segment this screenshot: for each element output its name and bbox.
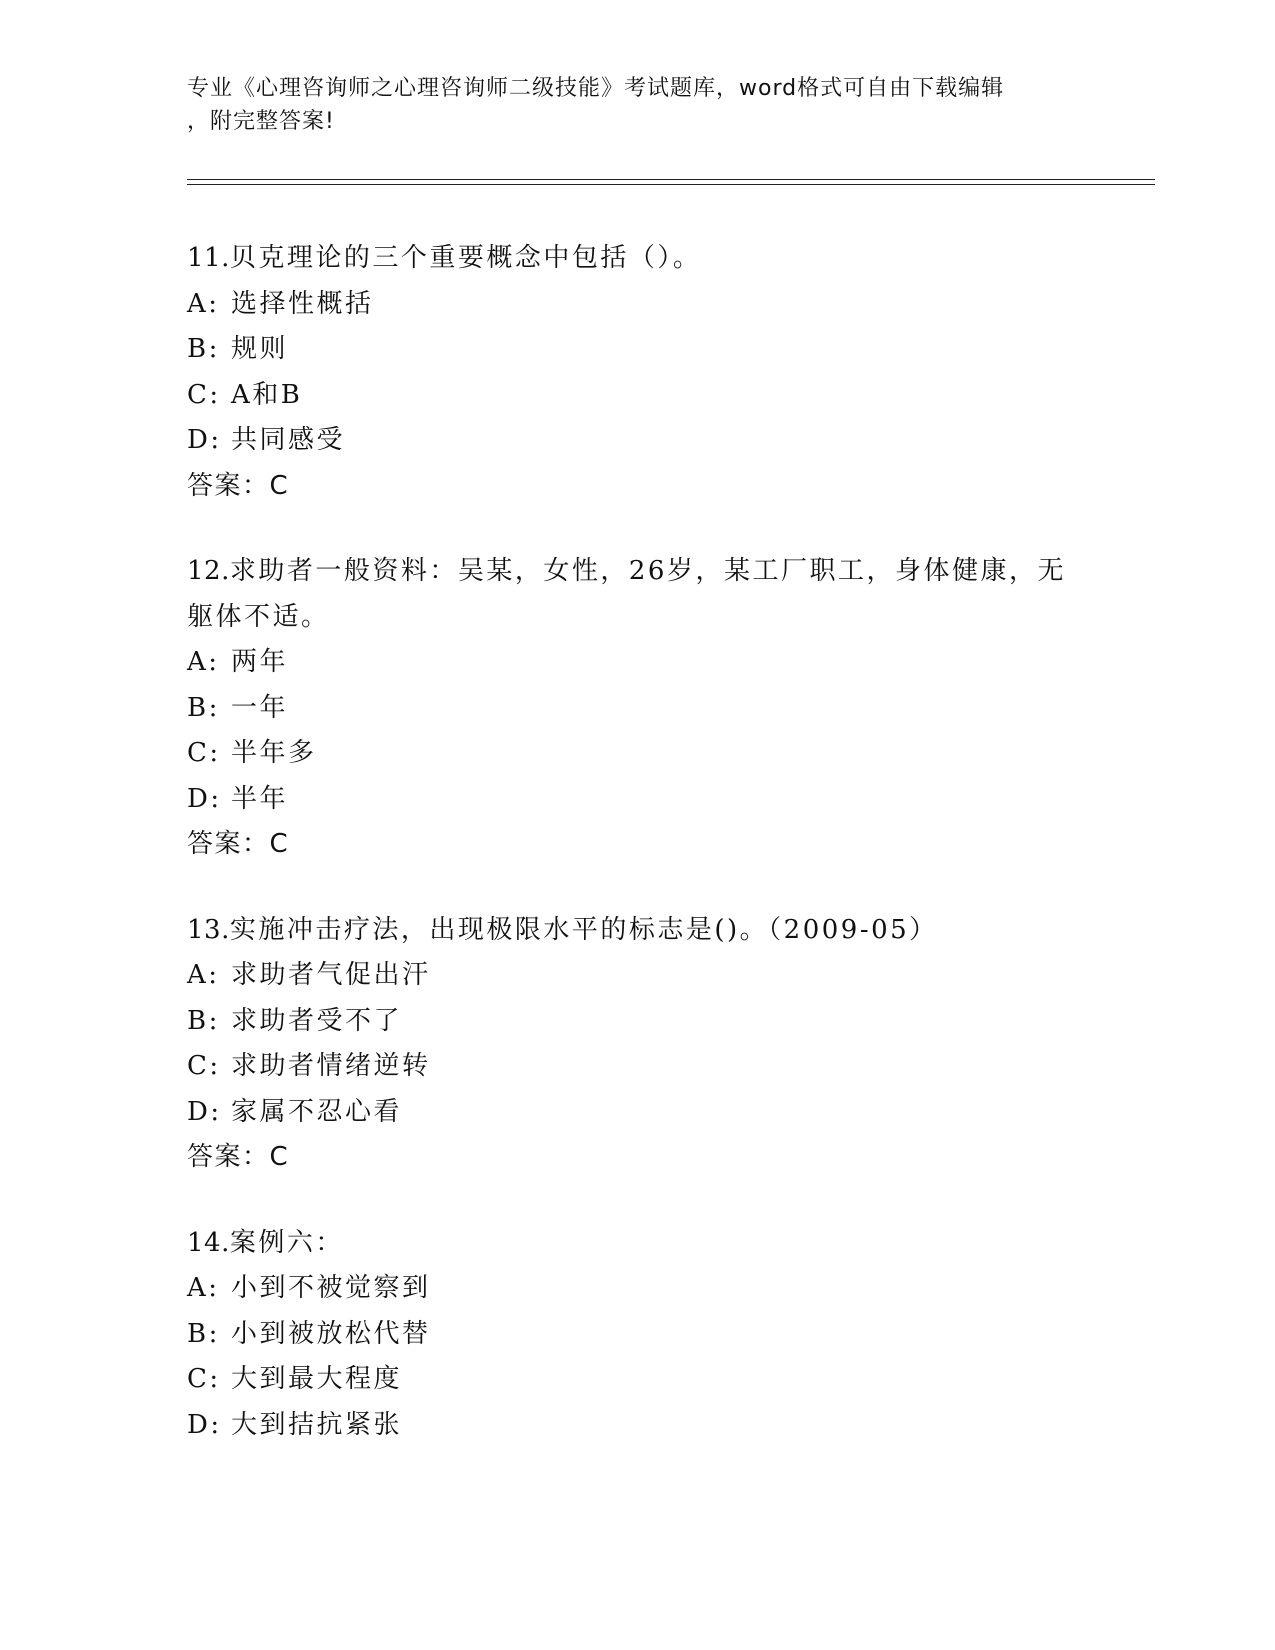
option-letter: D: — [187, 783, 222, 814]
option-letter: A: — [187, 288, 220, 319]
option-d — [187, 777, 1087, 823]
option-b — [187, 1312, 1087, 1358]
question-number: 13. — [187, 914, 230, 945]
answer-line: 答案：C — [187, 470, 290, 501]
option-d — [187, 1403, 1087, 1449]
option-c — [187, 1357, 1087, 1403]
header-divider-bottom — [187, 184, 1155, 185]
option-letter: C: — [187, 1364, 221, 1394]
option-text: 家属不忍心看 — [231, 1096, 403, 1127]
question-number: 11. — [187, 243, 230, 273]
question-stem-line: 案例六： — [229, 1227, 344, 1258]
option-c — [187, 731, 1087, 777]
option-letter: A: — [187, 647, 220, 677]
header-divider-top — [187, 179, 1155, 180]
option-text: 共同感受 — [231, 425, 346, 455]
question-list — [187, 236, 1087, 1488]
option-letter: B: — [187, 334, 220, 364]
option-c — [187, 373, 1087, 419]
option-a — [187, 953, 1087, 999]
option-letter: D: — [187, 425, 222, 455]
question-12 — [187, 549, 1087, 868]
option-letter: C: — [187, 738, 221, 768]
option-text: 小到被放松代替 — [231, 1318, 431, 1349]
option-letter: C: — [187, 1051, 221, 1081]
option-text: 求助者受不了 — [231, 1005, 403, 1036]
option-text: 半年多 — [231, 738, 317, 768]
answer-line: 答案：C — [187, 1142, 290, 1172]
question-stem-line: 实施冲击疗法，出现极限水平的标志是()。（2009-05） — [229, 914, 938, 945]
option-d — [187, 418, 1087, 464]
option-text: 规则 — [231, 334, 289, 364]
option-text: 求助者气促出汗 — [231, 960, 431, 990]
question-number: 14. — [187, 1227, 230, 1258]
option-a — [187, 282, 1087, 328]
option-b — [187, 686, 1087, 732]
option-d — [187, 1090, 1087, 1136]
question-stem-line: 贝克理论的三个重要概念中包括（）。 — [229, 243, 702, 273]
option-letter: C: — [187, 379, 221, 410]
option-b — [187, 327, 1087, 373]
question-stem — [187, 549, 1087, 595]
question-stem — [187, 236, 1087, 282]
option-letter: A: — [187, 1273, 220, 1303]
question-stem — [187, 908, 1087, 954]
option-letter: B: — [187, 1005, 220, 1036]
question-stem-continuation: 躯体不适。 — [187, 601, 330, 632]
option-text: 半年 — [231, 783, 289, 814]
question-13 — [187, 908, 1087, 1181]
option-c — [187, 1044, 1087, 1090]
option-text: A和B — [231, 379, 303, 410]
option-letter: B: — [187, 692, 220, 723]
option-text: 大到拮抗紧张 — [231, 1409, 403, 1440]
option-letter: D: — [187, 1096, 222, 1127]
option-text: 一年 — [231, 692, 289, 723]
question-14 — [187, 1221, 1087, 1449]
option-text: 求助者情绪逆转 — [231, 1051, 431, 1081]
header-line-2: ，附完整答案! — [187, 109, 335, 134]
document-header — [187, 72, 1067, 138]
answer-line: 答案：C — [187, 829, 290, 859]
question-stem — [187, 1221, 1087, 1267]
option-text: 小到不被觉察到 — [231, 1273, 431, 1303]
option-letter: B: — [187, 1318, 220, 1349]
option-text: 选择性概括 — [231, 288, 374, 319]
option-text: 两年 — [231, 647, 289, 677]
option-a — [187, 640, 1087, 686]
option-b — [187, 999, 1087, 1045]
option-letter: D: — [187, 1409, 222, 1440]
option-letter: A: — [187, 960, 220, 990]
question-11 — [187, 236, 1087, 509]
option-text: 大到最大程度 — [231, 1364, 403, 1394]
question-stem-line: 求助者一般资料：吴某，女性，26岁，某工厂职工，身体健康，无 — [229, 556, 1066, 586]
question-number: 12. — [187, 556, 230, 586]
header-line-1: 专业《心理咨询师之心理咨询师二级技能》考试题库，word格式可自由下载编辑 — [187, 76, 1005, 101]
option-a — [187, 1266, 1087, 1312]
